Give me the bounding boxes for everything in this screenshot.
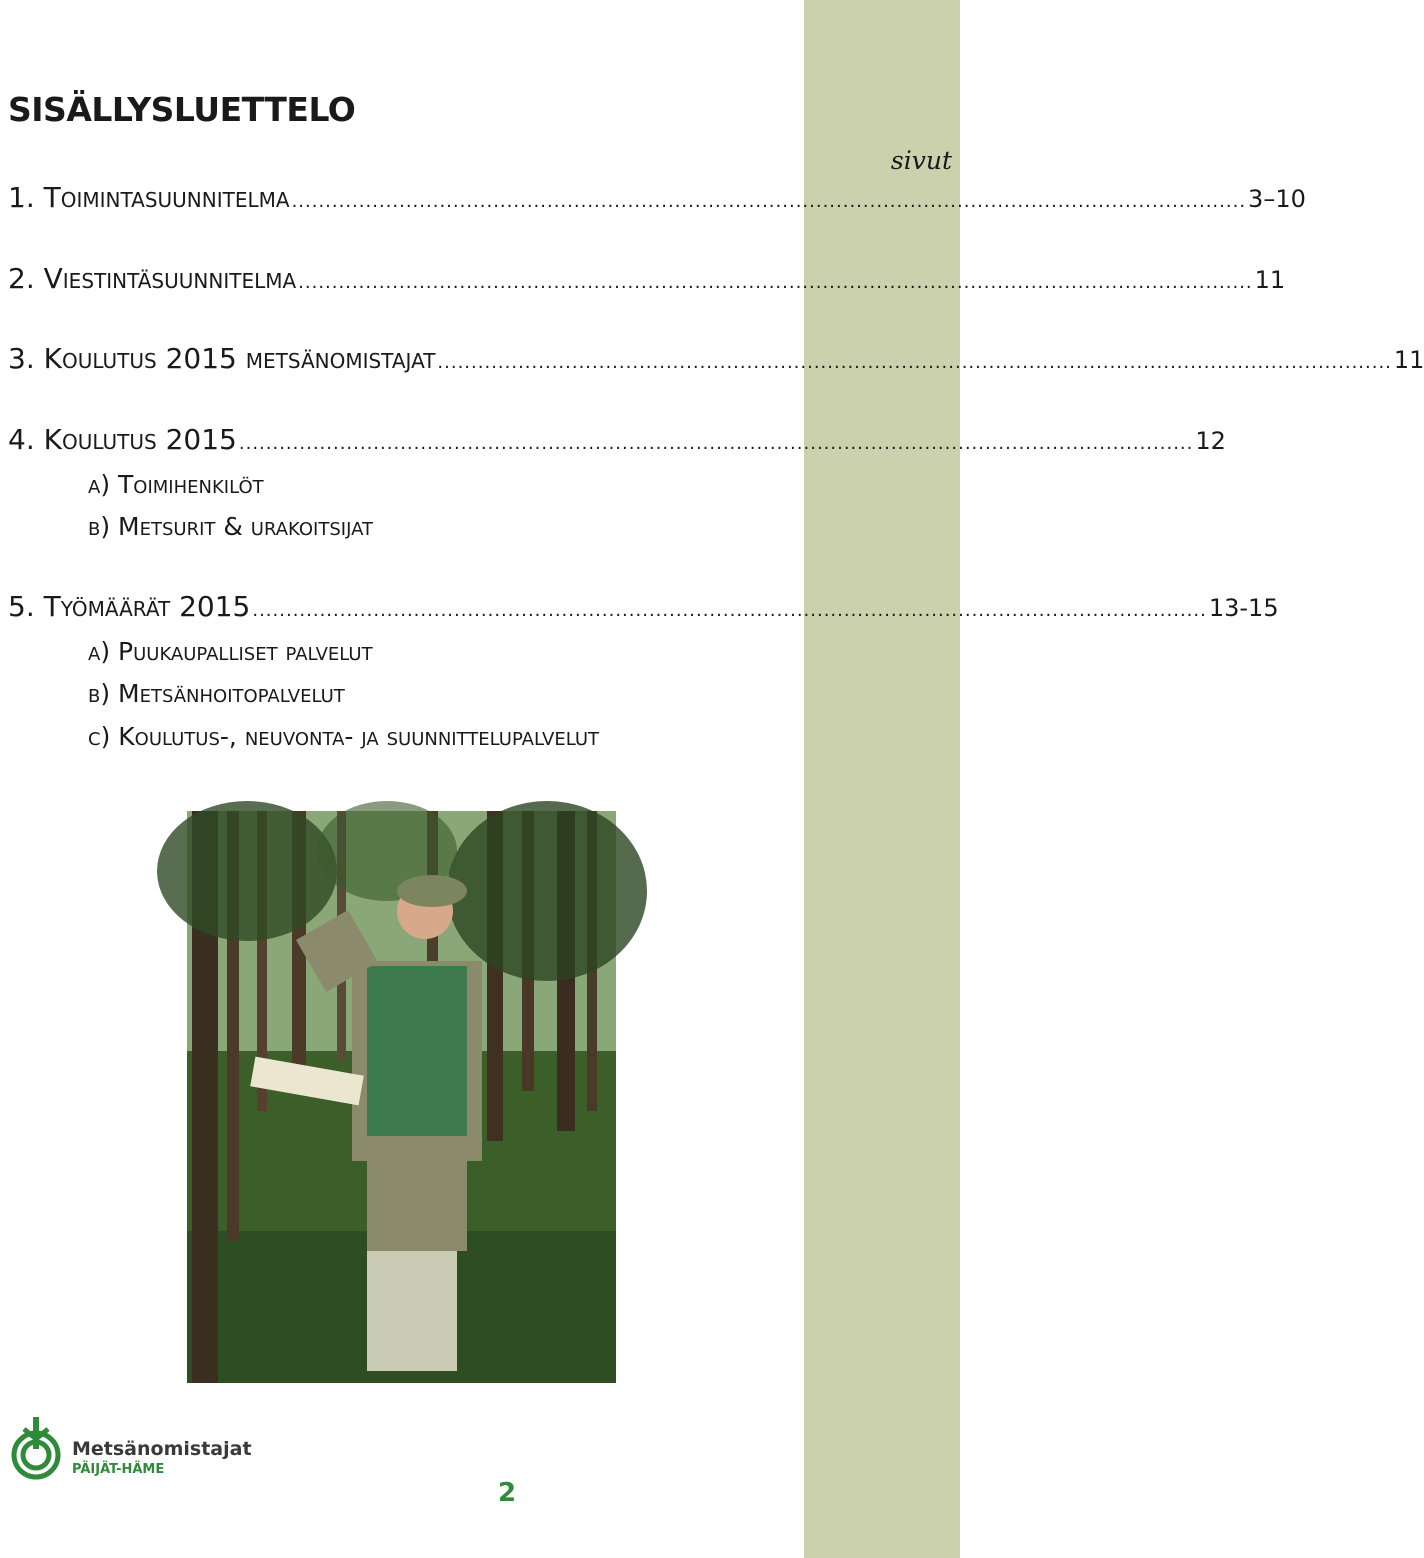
toc-item[interactable] <box>8 181 1306 214</box>
toc-page: 12 <box>1195 427 1226 455</box>
logo-name: Metsänomistajat <box>72 1438 252 1460</box>
toc-item[interactable] <box>8 423 1226 456</box>
toc-number: 4. <box>8 423 35 456</box>
toc-leader: .............................................................................................................................................. <box>252 600 1207 621</box>
page-title: SISÄLLYSLUETTELO <box>8 90 356 129</box>
page-number: 2 <box>498 1478 517 1508</box>
toc-subitem[interactable]: c) Koulutus-, neuvonta- ja suunnittelupalvelut <box>88 722 600 751</box>
toc-leader: .............................................................................................................................................. <box>238 433 1194 454</box>
toc-leader: .............................................................................................................................................. <box>298 272 1253 293</box>
toc-label: Koulutus 2015 <box>43 423 237 456</box>
tree-logo-icon <box>6 1415 66 1483</box>
toc-item[interactable] <box>8 342 1424 375</box>
photo-illustration <box>187 811 616 1383</box>
toc-number: 3. <box>8 342 35 375</box>
logo-region: PÄIJÄT-HÄME <box>72 1462 165 1477</box>
toc-label: Työmäärät 2015 <box>43 590 251 623</box>
toc-page: 13-15 <box>1208 594 1279 622</box>
toc-item[interactable] <box>8 262 1286 295</box>
toc-label: Koulutus 2015 metsänomistajat <box>43 342 436 375</box>
toc-subitem[interactable]: b) Metsurit & urakoitsijat <box>88 512 373 541</box>
pages-column-header: sivut <box>890 146 952 175</box>
forest-surveyor-photo <box>187 811 616 1383</box>
toc-leader: .............................................................................................................................................. <box>437 352 1392 373</box>
toc-number: 1. <box>8 181 35 214</box>
toc-subitem[interactable]: a) Puukaupalliset palvelut <box>88 637 373 666</box>
side-band <box>804 0 960 1558</box>
toc-number: 5. <box>8 590 35 623</box>
toc-item[interactable] <box>8 590 1279 623</box>
toc-page: 11 <box>1254 266 1286 294</box>
toc-page: 11 <box>1393 346 1424 374</box>
toc-subitem[interactable]: a) Toimihenkilöt <box>88 470 264 499</box>
toc-number: 2. <box>8 262 35 295</box>
toc-page: 3–10 <box>1248 185 1306 213</box>
toc-leader: .............................................................................................................................................. <box>291 191 1247 212</box>
toc-label: Toimintasuunnitelma <box>43 181 290 214</box>
toc-subitem[interactable]: b) Metsänhoitopalvelut <box>88 679 345 708</box>
toc-label: Viestintäsuunnitelma <box>43 262 297 295</box>
